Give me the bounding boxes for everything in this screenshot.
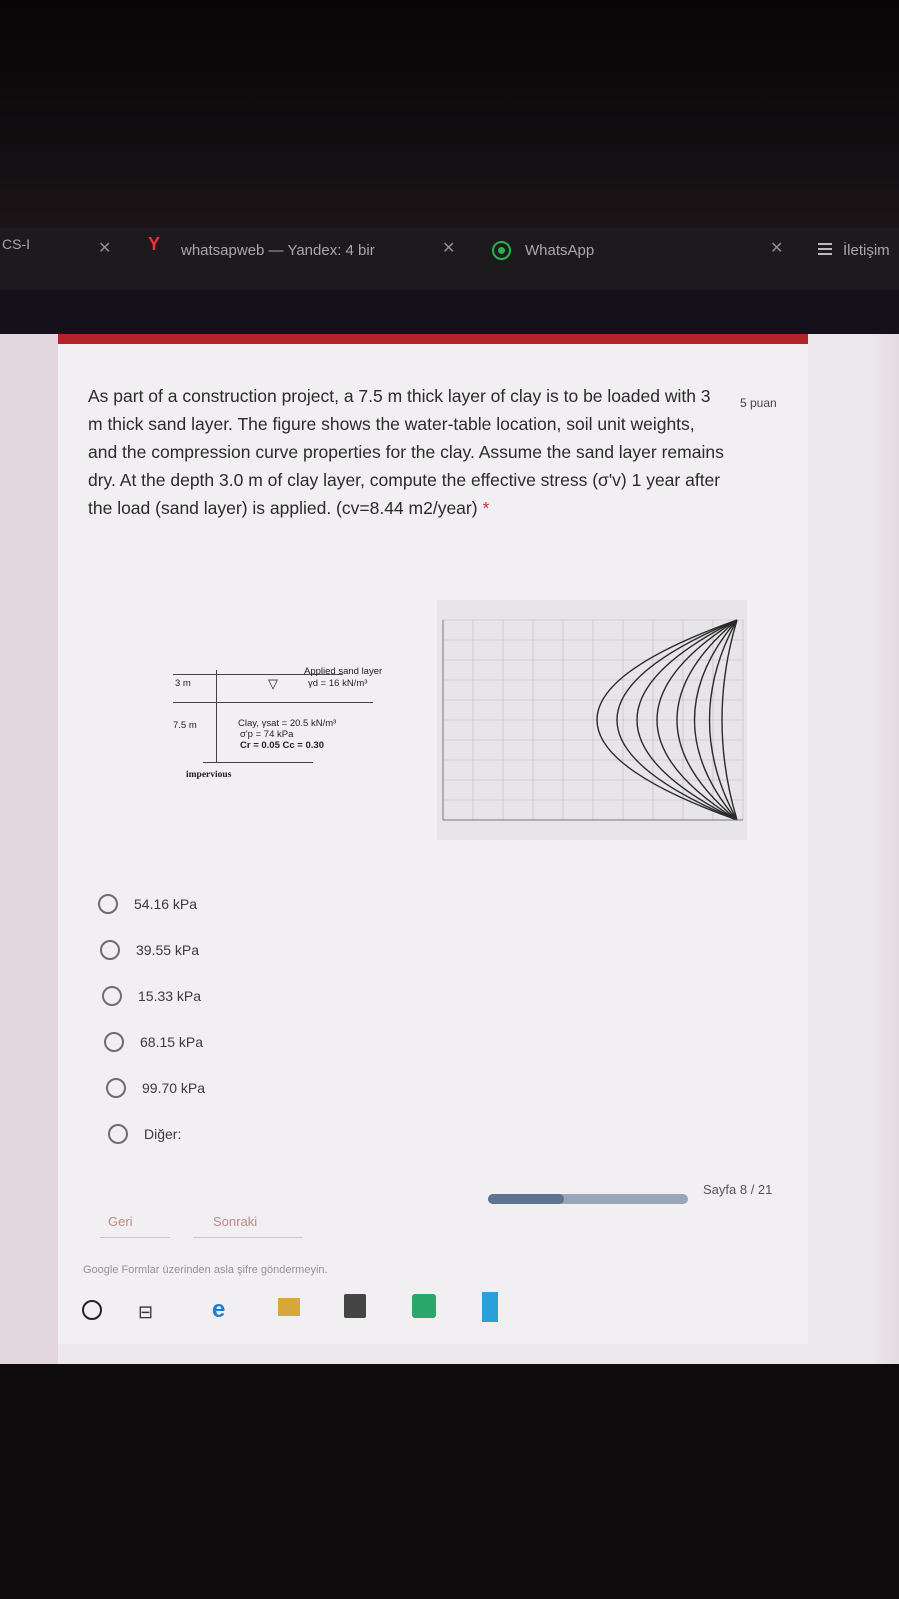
radio-button[interactable] [104,1032,124,1052]
browser-tab-bar [0,228,899,290]
option-68-15[interactable] [104,1032,203,1052]
tab-whatsapweb[interactable]: whatsapweb — Yandex: 4 bir [181,242,375,259]
next-button-underline [193,1237,303,1238]
radio-button[interactable] [100,940,120,960]
close-icon[interactable]: ✕ [442,240,456,257]
task-view-icon[interactable]: ⊟ [138,1302,154,1322]
close-icon[interactable]: ✕ [98,240,112,257]
option-label: Diğer: [144,1126,182,1142]
radio-button[interactable] [106,1078,126,1098]
accent-bar [58,334,808,344]
search-circle-icon[interactable] [82,1300,102,1320]
required-mark: * [482,498,490,518]
tab-fragment-label[interactable]: CS-I [2,236,30,252]
option-99-70[interactable] [106,1078,205,1098]
taskbar [60,1292,760,1342]
radio-button[interactable] [102,986,122,1006]
page-indicator: Sayfa 8 / 21 [703,1182,773,1197]
clay-compression-indices: Cr = 0.05 Cc = 0.30 [240,740,324,751]
back-button-underline [100,1237,170,1238]
progress-fill [488,1194,564,1204]
next-button[interactable]: Sonraki [213,1214,258,1229]
clay-top-line [173,702,373,703]
footer-warning: Google Formlar üzerinden asla şifre göndermeyin. [83,1264,328,1276]
sand-unit-weight: γd = 16 kN/m³ [308,678,368,689]
page-margin [0,334,58,1364]
clay-thickness-label: 7.5 m [173,720,197,731]
yandex-icon: Y [148,234,161,254]
app-icon[interactable] [482,1292,498,1322]
store-icon[interactable] [344,1294,366,1318]
option-39-55[interactable] [100,940,199,960]
back-button[interactable]: Geri [108,1214,133,1229]
clay-unit-weight: Clay, γsat = 20.5 kN/m³ [238,718,337,729]
points-label: 5 puan [740,396,777,410]
soil-profile-figure [118,594,398,784]
radio-button[interactable] [108,1124,128,1144]
photo-top-border [0,0,899,230]
question-text [88,382,728,522]
dimension-line [216,670,217,762]
sand-thickness-label: 3 m [175,678,191,689]
option-label: 39.55 kPa [136,942,200,958]
option-label: 54.16 kPa [134,896,198,912]
option-15-33[interactable] [102,986,201,1006]
isochrone-graph-image [437,600,747,840]
tab-whatsapp[interactable]: WhatsApp [525,242,595,259]
photo-bottom-border [0,1364,899,1599]
option-other[interactable] [108,1124,181,1144]
radio-button[interactable] [98,894,118,914]
clay-preconsolidation: σ'p = 74 kPa [240,729,294,740]
whatsapp-app-icon[interactable] [412,1294,436,1318]
option-label: 99.70 kPa [142,1080,206,1096]
clay-bottom-line [203,762,313,763]
progress-bar [488,1194,688,1204]
menu-icon[interactable] [818,243,832,255]
question-card [58,344,808,1344]
option-label: 15.33 kPa [138,988,202,1004]
question-body: As part of a construction project, a 7.5 m thick layer of clay is to be loaded with 3 m thick sand layer. The figure shows the water-table location, soil unit weights, and the compression curve properties for the clay. Assume the sand layer remains dry. At the depth 3.0 m of clay layer, compute the effective stress (σ'v) 1 year after the load (sand layer) is applied. (cv=8.44 m2/year) [88,386,724,518]
water-table-icon: ▽ [268,676,278,691]
close-icon[interactable]: ✕ [770,240,784,257]
form-page [0,334,899,1364]
edge-icon[interactable]: e [212,1296,226,1323]
option-54-16[interactable] [98,894,197,914]
impervious-label: impervious [186,770,232,780]
whatsapp-icon [492,241,511,260]
photo-frame [0,290,899,340]
folder-icon[interactable] [278,1298,300,1316]
sand-layer-label: Applied sand layer [304,666,383,677]
option-label: 68.15 kPa [140,1034,204,1050]
contact-label[interactable]: İletişim [843,242,890,259]
